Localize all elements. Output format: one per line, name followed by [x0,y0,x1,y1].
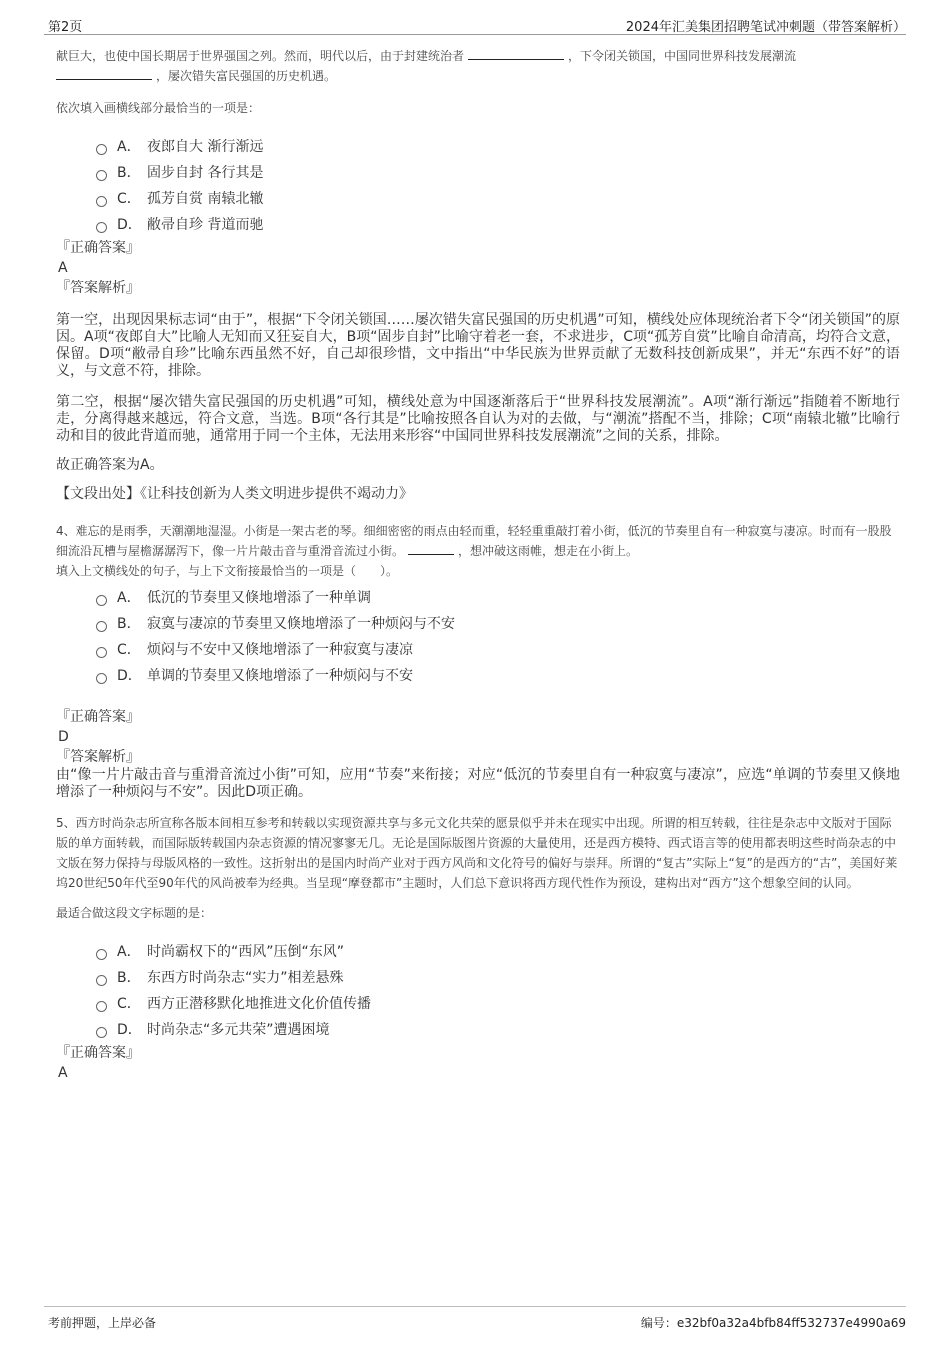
q3-options [96,134,900,238]
option-letter: B． [117,970,141,986]
option-letter: D． [117,1022,142,1038]
page-number: 第2页 [48,20,83,35]
option-text: 敝帚自珍 背道而驰 [147,217,264,233]
option-text: 时尚霸权下的“西风”压倒“东风” [147,944,345,960]
radio-icon[interactable] [96,975,107,986]
fill-blank [408,542,454,555]
answer-value: A [58,1065,68,1081]
option-text: 单调的节奏里又倏地增添了一种烦闷与不安 [147,668,413,684]
option-letter: A． [117,590,141,606]
q3-passage-part: 献巨大，也使中国长期居于世界强国之列。然而，明代以后，由于封建统治者 [56,49,465,63]
q4-options [96,585,900,689]
option-letter: A． [117,139,141,155]
source-citation: 【文段出处】《让科技创新为人类文明进步提供不竭动力》 [56,486,413,502]
radio-icon[interactable] [96,673,107,684]
q4-passage-part: ，想冲破这雨帷，想走在小街上。 [458,544,639,558]
answer-label: 『正确答案』 [56,709,140,725]
option-letter: C． [117,996,141,1012]
radio-icon[interactable] [96,222,107,233]
option-text: 夜郎自大 渐行渐远 [147,139,264,155]
option-text: 孤芳自赏 南辕北辙 [147,191,264,207]
radio-icon[interactable] [96,949,107,960]
option-b[interactable] [96,611,900,637]
option-text: 烦闷与不安中又倏地增添了一种寂寞与凄凉 [147,642,413,658]
answer-label: 『正确答案』 [56,240,140,256]
fill-blank [56,67,152,80]
option-letter: C． [117,642,141,658]
option-c[interactable] [96,637,900,663]
q5-prompt: 最适合做这段文字标题的是： [56,906,213,920]
q4-passage-part: 4、难忘的是雨季，天潮潮地湿湿。小街是一架古老的琴。细细密密的雨点由轻而重，轻轻重重敲打着小街，低沉的节奏里自有一种寂寞与凄凉。时而有一股股细流沿瓦槽与屋檐潺潺泻下，像一片片敲击音与重滑音流过小街。 [56,524,892,558]
radio-icon[interactable] [96,621,107,632]
option-a[interactable] [96,585,900,611]
q3-passage [56,46,900,86]
option-letter: B． [117,616,141,632]
option-letter: D． [117,217,142,233]
q3-passage-part: ，下令闭关锁国，中国同世界科技发展潮流 [568,49,797,63]
conclusion: 故正确答案为A。 [56,457,164,473]
option-letter: D． [117,668,142,684]
option-b[interactable] [96,965,900,991]
q3-passage-part: ，屡次错失富民强国的历史机遇。 [156,69,337,83]
footer-slogan: 考前押题，上岸必备 [48,1316,157,1330]
option-text: 固步自封 各行其是 [147,165,264,181]
option-a[interactable] [96,939,900,965]
radio-icon[interactable] [96,196,107,207]
answer-label: 『正确答案』 [56,1045,140,1061]
page-header [44,14,906,35]
radio-icon[interactable] [96,144,107,155]
document-body [56,46,900,1083]
radio-icon[interactable] [96,647,107,658]
explanation-paragraph: 由“像一片片敲击音与重滑音流过小街”可知，应用“节奏”来衔接；对应“低沉的节奏里自有一种寂寞与凄凉”，应选“单调的节奏里又倏地增添了一种烦闷与不安”。因此D项正确。 [56,767,900,800]
explanation-paragraph: 第二空，根据“屡次错失富民强国的历史机遇”可知，横线处意为中国逐渐落后于“世界科技发展潮流”。A项“渐行渐远”指随着不断地行走，分离得越来越远，符合文意，当选。B项“各行其是”比喻按照各自认为对的去做，与“潮流”搭配不当，排除；C项“南辕北辙”比喻行动和目的彼此背道而驰，通常用于同一个主体，无法用来形容“中国同世界科技发展潮流”之间的关系，排除。 [56,394,900,444]
document-title: 2024年汇美集团招聘笔试冲刺题（带答案解析） [625,20,906,35]
explain-label: 『答案解析』 [56,749,140,765]
radio-icon[interactable] [96,1001,107,1012]
option-c[interactable] [96,186,900,212]
q5-options [96,939,900,1043]
answer-value: A [58,260,68,276]
explanation-paragraph: 第一空，出现因果标志词“由于”，根据“下令闭关锁国……屡次错失富民强国的历史机遇”可知，横线处应体现统治者下令“闭关锁国”的原因。A项“夜郎自大”比喻人无知而又狂妄自大，B项“固步自封”比喻守着老一套，不求进步，C项“孤芳自赏”比喻自命清高，均符合文意，保留。D项“敝帚自珍”比喻东西虽然不好，自己却很珍惜，文中指出“中华民族为世界贡献了无数科技创新成果”，并无“东西不好”的语义，与文意不符，排除。 [56,312,900,379]
option-text: 东西方时尚杂志“实力”相差悬殊 [147,970,344,986]
radio-icon[interactable] [96,1027,107,1038]
option-text: 西方正潜移默化地推进文化价值传播 [147,996,371,1012]
option-b[interactable] [96,160,900,186]
option-d[interactable] [96,212,900,238]
q4-prompt: 填入上文横线处的句子，与上下文衔接最恰当的一项是（ ）。 [56,564,399,578]
option-text: 寂寞与凄凉的节奏里又倏地增添了一种烦闷与不安 [147,616,455,632]
option-letter: B． [117,165,141,181]
radio-icon[interactable] [96,170,107,181]
page-footer [44,1306,906,1331]
option-text: 时尚杂志“多元共荣”遭遇困境 [147,1022,330,1038]
option-c[interactable] [96,991,900,1017]
option-letter: C． [117,191,141,207]
option-d[interactable] [96,663,900,689]
option-text: 低沉的节奏里又倏地增添了一种单调 [147,590,371,606]
option-a[interactable] [96,134,900,160]
q3-prompt: 依次填入画横线部分最恰当的一项是： [56,101,261,115]
option-letter: A． [117,944,141,960]
q5-passage: 5、西方时尚杂志所宣称各版本间相互参考和转载以实现资源共享与多元文化共荣的愿景似乎并未在现实中出现。所谓的相互转载，往往是杂志中文版对于国际版的单方面转载，而国际版转载国内杂志资源的情况寥寥无几。无论是国际版图片资源的大量使用，还是西方模特、西式语言等的使用都表明这些时尚杂志的中文版在努力保持与母版风格的一致性。这折射出的是国内时尚产业对于西方风尚和文化符号的偏好与崇拜。所谓的“复古”实际上“复”的是西方的“古”，美国好莱坞20世纪50年代至90年代的风尚被奉为经典。当呈现“摩登都市”主题时，人们总下意识将西方现代性作为预设，建构出对“西方”这个想象空间的认同。 [56,816,898,890]
q4-passage [56,521,900,561]
explain-label: 『答案解析』 [56,280,140,296]
option-d[interactable] [96,1017,900,1043]
radio-icon[interactable] [96,595,107,606]
answer-value: D [58,729,69,745]
document-id: 编号：e32bf0a32a4bfb84ff532737e4990a69 [640,1316,906,1330]
fill-blank [468,47,564,60]
